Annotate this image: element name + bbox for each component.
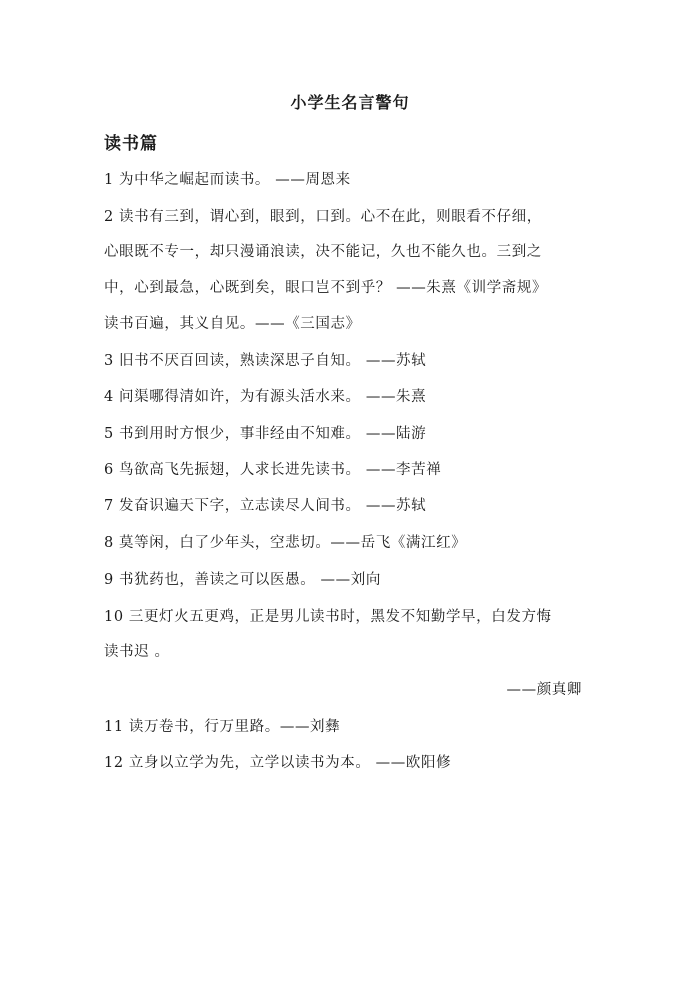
quote-line: 6 鸟欲高飞先振翅，人求长进先读书。 ——李苦禅 [104, 462, 442, 478]
quote-line: 7 发奋识遍天下字，立志读尽人间书。 ——苏轼 [104, 498, 427, 514]
quote-line: 12 立身以立学为先，立学以读书为本。 ——欧阳修 [104, 755, 452, 771]
quote-line: 2 读书有三到，谓心到，眼到，口到。心不在此，则眼看不仔细， [104, 209, 542, 225]
quote-line: 读书百遍，其义自见。——《三国志》 [104, 316, 361, 332]
page-title: 小学生名言警句 [290, 93, 410, 112]
quote-line: 11 读万卷书，行万里路。——刘彝 [104, 719, 341, 735]
quote-line: 心眼既不专一，却只漫诵浪读，决不能记，久也不能久也。三到之 [104, 244, 542, 260]
quote-attribution: ——颜真卿 [506, 682, 582, 698]
quote-line: 9 书犹药也，善读之可以医愚。 ——刘向 [104, 572, 381, 588]
quote-line: 8 莫等闲，白了少年头，空悲切。——岳飞《满江红》 [104, 535, 467, 551]
quote-line: 读书迟 。 [104, 644, 170, 660]
quote-line: 中，心到最急，心既到矣，眼口岂不到乎？ ——朱熹《训学斋规》 [104, 280, 548, 296]
quote-line: 1 为中华之崛起而读书。 ——周恩来 [104, 172, 351, 188]
quote-line: 5 书到用时方恨少，事非经由不知难。 ——陆游 [104, 426, 427, 442]
quote-line: 3 旧书不厌百回读，熟读深思子自知。 ——苏轼 [104, 353, 427, 369]
section-heading: 读书篇 [104, 134, 158, 154]
quote-line: 10 三更灯火五更鸡，正是男儿读书时，黑发不知勤学早，白发方悔 [104, 609, 552, 625]
quote-line: 4 问渠哪得清如许，为有源头活水来。 ——朱熹 [104, 389, 427, 405]
